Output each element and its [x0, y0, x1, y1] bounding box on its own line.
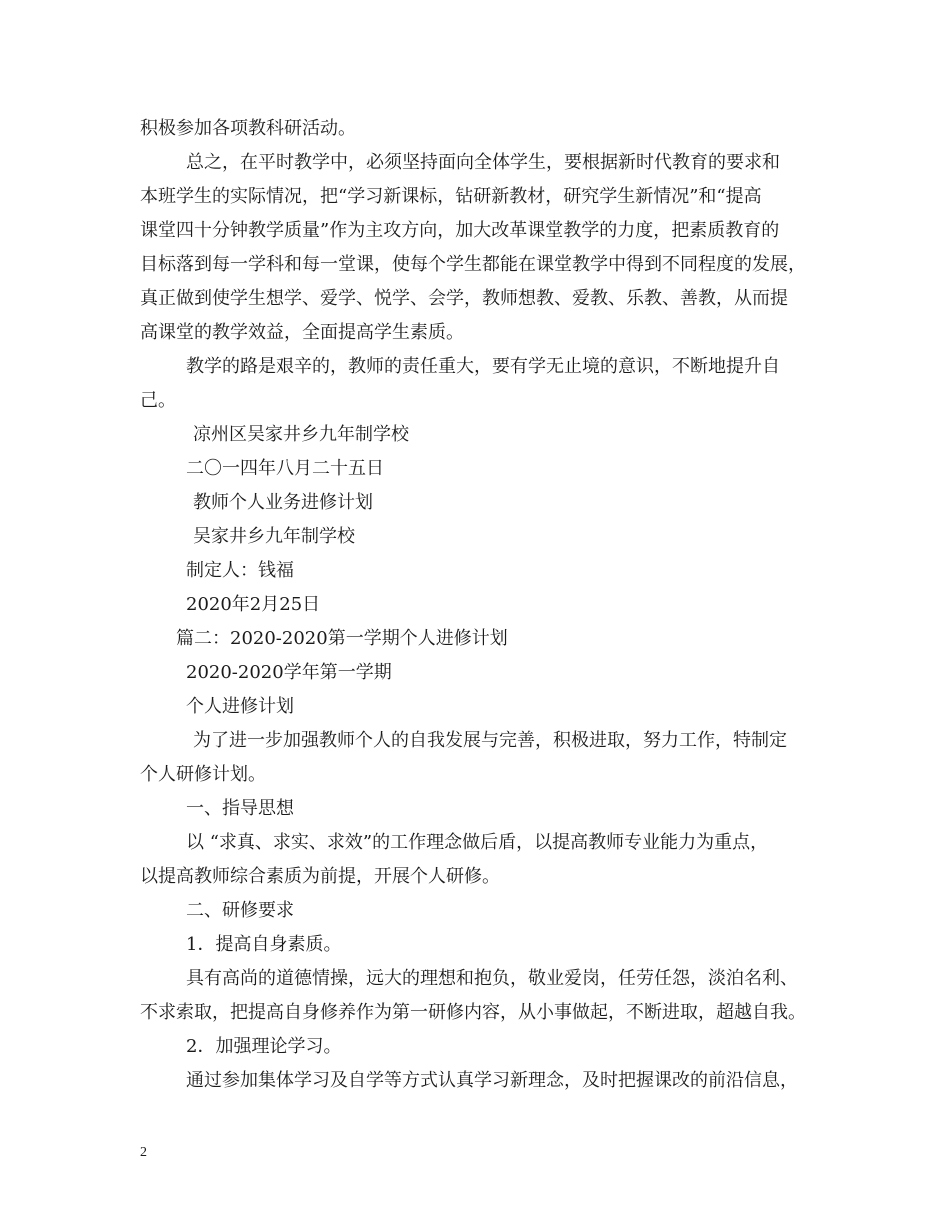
item-2-heading: 2．加强理论学习。 [186, 1036, 342, 1057]
school-name-line: 凉州区吴家井乡九年制学校 [193, 424, 409, 445]
body-line-9: 己。 [140, 390, 176, 411]
body-line-23: 以提高教师综合素质为前提，开展个人研修。 [140, 866, 500, 887]
item-1-heading: 1．提高自身素质。 [186, 934, 342, 955]
date-line: 2020年2月25日 [186, 594, 321, 615]
term-line: 2020-2020学年第一学期 [186, 662, 392, 683]
body-line-2: 总之，在平时教学中，必须坚持面向全体学生，要根据新时代教育的要求和 [186, 152, 780, 173]
body-line-26: 具有高尚的道德情操，远大的理想和抱负，敬业爱岗，任劳任怨，淡泊名利、 [186, 968, 798, 989]
plan-title-line: 教师个人业务进修计划 [193, 492, 373, 513]
section-heading-line: 篇二：2020-2020第一学期个人进修计划 [176, 628, 508, 649]
body-line-8: 教学的路是艰辛的，教师的责任重大，要有学无止境的意识，不断地提升自 [186, 356, 780, 377]
body-line-20: 个人研修计划。 [140, 764, 266, 785]
date-line-chinese: 二〇一四年八月二十五日 [186, 458, 384, 479]
body-line-22: 以 “求真、求实、求效”的工作理念做后盾，以提高教师专业能力为重点， [186, 832, 769, 853]
body-line-5: 目标落到每一学科和每一堂课，使每个学生都能在课堂教学中得到不同程度的发展， [140, 254, 806, 275]
body-line-4: 课堂四十分钟教学质量”作为主攻方向，加大改革课堂教学的力度，把素质教育的 [140, 220, 780, 241]
heading-guiding-thought: 一、指导思想 [186, 798, 294, 819]
body-line-6: 真正做到使学生想学、爱学、悦学、会学，教师想教、爱教、乐教、善教，从而提 [140, 288, 788, 309]
page-number: 2 [140, 1145, 147, 1160]
body-line-3: 本班学生的实际情况，把“学习新课标，钻研新教材，研究学生新情况”和“提高 [140, 186, 762, 207]
school-line: 吴家井乡九年制学校 [193, 526, 355, 547]
heading-requirements: 二、研修要求 [186, 900, 294, 921]
body-line-27: 不求索取，把提高自身修养作为第一研修内容，从小事做起，不断进取，超越自我。 [140, 1002, 806, 1023]
author-line: 制定人：钱福 [186, 560, 294, 581]
body-line-1: 积极参加各项教科研活动。 [140, 118, 356, 139]
body-line-19: 为了进一步加强教师个人的自我发展与完善，积极进取，努力工作，特制定 [193, 730, 787, 751]
body-line-29: 通过参加集体学习及自学等方式认真学习新理念，及时把握课改的前沿信息， [186, 1070, 798, 1091]
plan-subtitle-line: 个人进修计划 [186, 696, 294, 717]
body-line-7: 高课堂的教学效益，全面提高学生素质。 [140, 322, 464, 343]
